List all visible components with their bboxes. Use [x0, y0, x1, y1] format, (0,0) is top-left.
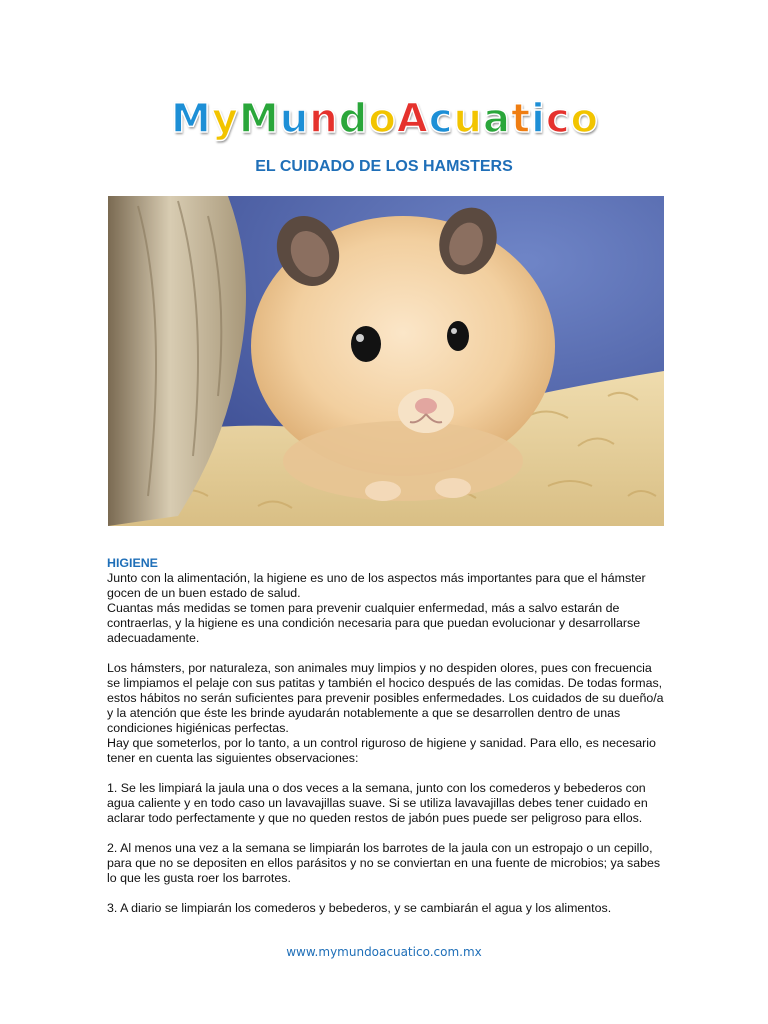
- paragraph: Los hámsters, por naturaleza, son animales muy limpios y no despiden olores, pues con frecuencia se limpiamos el pelaje con sus patitas y también el hocico después de las comidas. De todas formas, estos hábitos no serán suficientes para prevenir posibles enfermedades. Los cuidados de su dueño/a y la atención que éste les brinde ayudarán notablemente a que se desarrollen dentro de unas condiciones higiénicas perfectas.: [107, 661, 664, 735]
- list-item: 1. Se les limpiará la jaula una o dos veces a la semana, junto con los comederos y bebederos con agua caliente y en todo caso un lavavajillas suave. Si se utiliza lavavajillas debes tener cuidado en aclarar todo perfectamente y que no queden restos de jabón pues puede ser peligroso para ellos.: [107, 781, 648, 825]
- document-title: EL CUIDADO DE LOS HAMSTERS: [255, 158, 513, 175]
- article-body: [107, 556, 667, 916]
- hamster-photo: [108, 196, 664, 526]
- paragraph: Cuantas más medidas se tomen para prevenir cualquier enfermedad, más a salvo estarán de contraerlas, y la higiene es una condición necesaria para que puedan evolucionar y desarrollarse adecuadamente.: [107, 601, 641, 645]
- brand-logo: M y M u n d o A c u a t i c o: [171, 96, 600, 142]
- list-item: 2. Al menos una vez a la semana se limpiarán los barrotes de la jaula con un estropajo o un cepillo, para que no se depositen en ellos parásitos y no se conviertan en una fuente de microbios; ya sabes lo que les gusta roer los barrotes.: [107, 841, 661, 885]
- footer-url[interactable]: www.mymundoacuatico.com.mx: [286, 945, 482, 959]
- paragraph: Hay que someterlos, por lo tanto, a un control riguroso de higiene y sanidad. Para ello, es necesario tener en cuenta las siguientes observaciones:: [107, 736, 656, 765]
- section-heading: HIGIENE: [107, 556, 158, 570]
- list-item: 3. A diario se limpiarán los comederos y bebederos, y se cambiarán el agua y los alimentos.: [107, 901, 612, 915]
- paragraph: Junto con la alimentación, la higiene es uno de los aspectos más importantes para que el hámster gocen de un buen estado de salud.: [107, 571, 646, 600]
